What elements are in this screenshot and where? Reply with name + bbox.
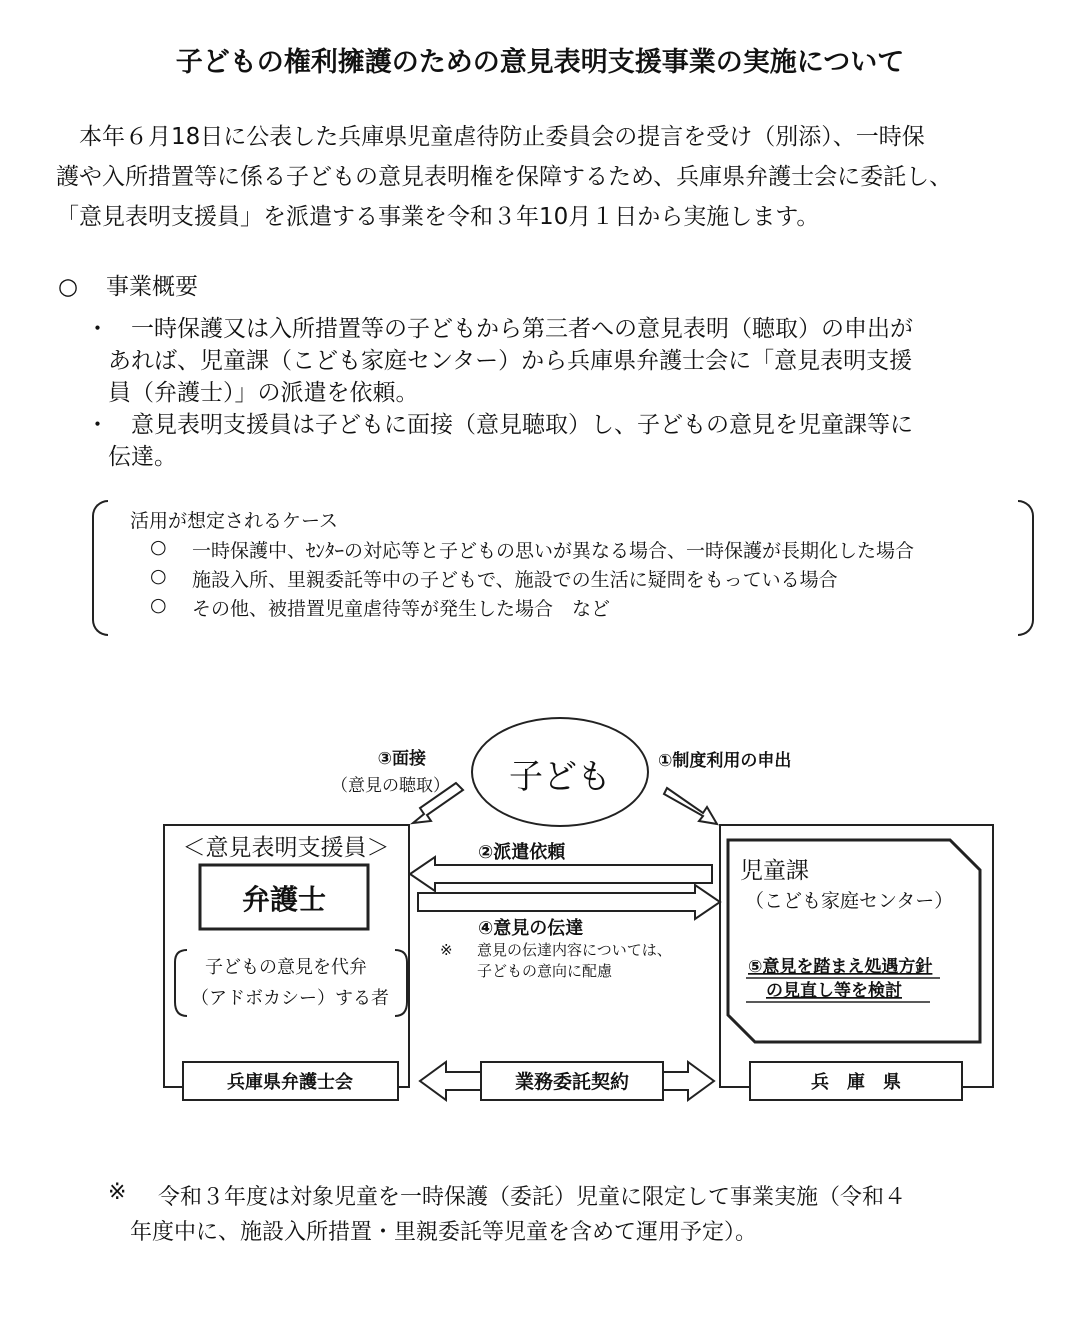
step3-sub-label: （意見の聴取）	[331, 776, 450, 796]
bullet-line: 一時保護又は入所措置等の子どもから第三者への意見表明（聴取）の申出が	[108, 316, 913, 342]
case-item: 一時保護中、ｾﾝﾀｰの対応等と子どもの思いが異なる場合、一時保護が長期化した場合	[192, 540, 915, 562]
opinion-transmit-arrow	[418, 885, 720, 919]
intro-line-1: 本年６月18日に公表した兵庫県児童虐待防止委員会の提言を受け（別添）、一時保	[56, 124, 925, 150]
flow-diagram	[0, 690, 1080, 1120]
request-arrow	[664, 788, 717, 824]
step3-label: ③面接	[377, 749, 426, 769]
case-item: その他、被措置児童虐待等が発生した場合 など	[192, 598, 611, 620]
step5-line-2: の見直し等を検討	[766, 981, 902, 1001]
advocate-line-1: 子どもの意見を代弁	[205, 957, 367, 978]
lawyer-label: 弁護士	[241, 883, 327, 916]
note-mark: ※	[440, 941, 453, 959]
center-label: （こども家庭センター）	[745, 890, 954, 912]
intro-line-3: 「意見表明支援員」を派遣する事業を令和３年10月１日から実施します。	[56, 204, 820, 230]
footnote-line-1: 令和３年度は対象児童を一時保護（委託）児童に限定して事業実施（令和４	[158, 1185, 907, 1210]
advocate-right-paren	[395, 950, 407, 1016]
circle-icon: ○	[150, 565, 167, 587]
contract-left-arrow	[420, 1062, 481, 1100]
section-heading-text: 事業概要	[106, 274, 198, 300]
bullet-line: 員（弁護士）」の派遣を依頼。	[108, 380, 419, 406]
section-heading	[58, 268, 198, 301]
child-label: 子ども	[509, 757, 611, 797]
step2-label: ②派遣依頼	[478, 842, 566, 863]
step4-note-line-2: 子どもの意向に配慮	[477, 962, 613, 980]
circle-icon: ○	[58, 274, 79, 300]
case-item: 施設入所、里親委託等中の子どもで、施設での生活に疑問をもっている場合	[192, 569, 838, 591]
prefecture-label: 兵 庫 県	[811, 1072, 901, 1093]
contract-right-arrow	[663, 1062, 714, 1100]
advocate-line-2: （アドボカシー）する者	[191, 988, 389, 1009]
advocate-left-paren	[175, 950, 187, 1016]
step4-label: ④意見の伝達	[478, 918, 584, 939]
childcare-division-label: 児童課	[740, 858, 809, 884]
bullet-line: 意見表明支援員は子どもに面接（意見聴取）し、子どもの意見を児童課等に	[108, 412, 913, 438]
bar-association-label: 兵庫県弁護士会	[227, 1072, 353, 1093]
circle-icon: ○	[150, 594, 167, 616]
step5-line-1: ⑤意見を踏まえ処遇方針	[748, 957, 933, 977]
step1-label: ①制度利用の申出	[658, 751, 792, 771]
bullet-line: 伝達。	[108, 444, 177, 470]
supporter-title: ＜意見表明支援員＞	[182, 835, 390, 861]
cases-left-bracket	[92, 500, 108, 636]
cases-right-bracket	[1018, 500, 1034, 636]
contract-label: 業務委託契約	[514, 1071, 630, 1093]
cases-heading: 活用が想定されるケース	[130, 510, 339, 532]
footnote-line-2: 年度中に、施設入所措置・里親委託等児童を含めて運用予定）。	[130, 1220, 758, 1245]
circle-icon: ○	[150, 536, 167, 558]
intro-line-2: 護や入所措置等に係る子どもの意見表明権を保障するため、兵庫県弁護士会に委託し、	[56, 164, 953, 190]
footnote-mark: ※	[108, 1180, 127, 1205]
step4-note-line-1: 意見の伝達内容については、	[477, 941, 672, 959]
bullet-line: あれば、児童課（こども家庭センター）から兵庫県弁護士会に「意見表明支援	[108, 348, 913, 374]
page-title: 子どもの権利擁護のための意見表明支援事業の実施について	[175, 47, 905, 78]
bullet-marker: ・	[86, 316, 109, 342]
bullet-marker: ・	[86, 412, 109, 438]
